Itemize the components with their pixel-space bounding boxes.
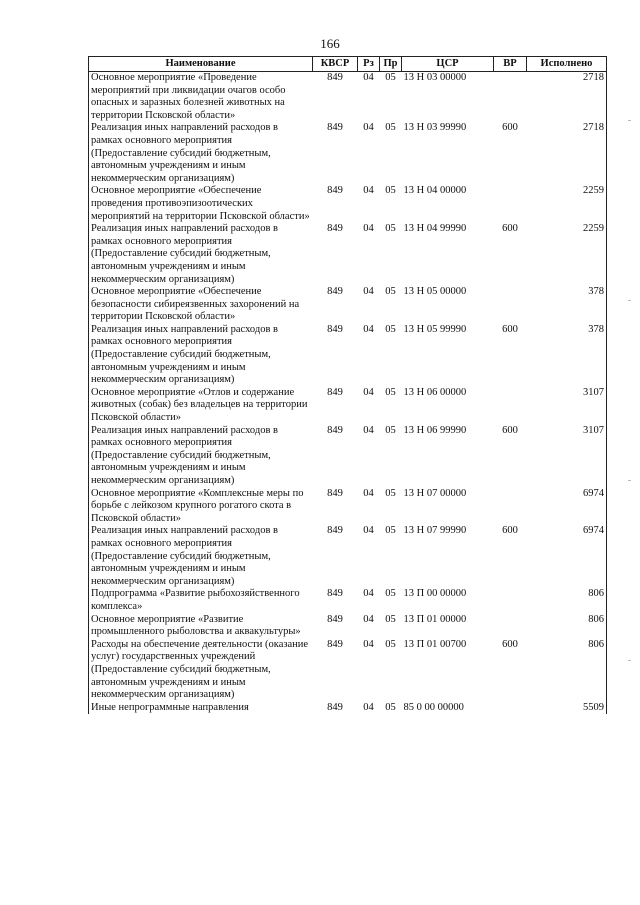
cell-pr: 05 xyxy=(385,613,396,625)
cell-name: Расходы на обеспечение деятельности (оказание услуг) государственных учреждений (Предоставление субсидий бюджетным, автономным учреждениям и иным некоммерческим организациям) xyxy=(89,639,313,702)
cell-pr: 05 xyxy=(385,638,396,650)
cell-done: 2259 xyxy=(527,223,607,286)
cell-name: Основное мероприятие «Проведение мероприятий при ликвидации очагов особо опасных и заразных болезней животных на территории Псковской области» xyxy=(89,72,313,123)
table-body xyxy=(89,72,607,715)
cell-kvsr: 849 xyxy=(327,525,343,537)
cell-rz: 04 xyxy=(363,323,374,335)
cell-rz: 04 xyxy=(363,613,374,625)
table-row xyxy=(89,639,607,702)
cell-kvsr: 849 xyxy=(327,588,343,600)
cell-pr: 05 xyxy=(385,323,396,335)
margin-mark xyxy=(628,660,631,661)
header-pr: Пр xyxy=(380,57,402,72)
cell-name: Реализация иных направлений расходов в рамках основного мероприятия (Предоставление субсидий бюджетным, автономным учреждениям и иным некоммерческим организациям) xyxy=(89,122,313,185)
cell-csr: 13 Н 07 99990 xyxy=(403,525,467,537)
cell-kvsr: 849 xyxy=(327,487,343,499)
header-rz: Рз xyxy=(358,57,380,72)
header-row xyxy=(89,57,607,72)
cell-vr: 600 xyxy=(502,525,518,537)
table-header xyxy=(89,57,607,72)
cell-vr: 600 xyxy=(502,424,518,436)
cell-done: 378 xyxy=(527,286,607,324)
page-number: 166 xyxy=(320,36,340,51)
cell-name: Подпрограмма «Развитие рыбохозяйственного комплекса» xyxy=(89,588,313,613)
cell-done: 6974 xyxy=(527,488,607,526)
margin-mark xyxy=(628,120,631,121)
cell-pr: 05 xyxy=(385,223,396,235)
table-row xyxy=(89,185,607,223)
cell-pr: 05 xyxy=(385,122,396,134)
cell-csr: 85 0 00 00000 xyxy=(403,701,464,713)
table-row xyxy=(89,525,607,588)
cell-name: Основное мероприятие «Отлов и содержание животных (собак) без владельцев на территории Псковской области» xyxy=(89,387,313,425)
cell-rz: 04 xyxy=(363,122,374,134)
cell-vr: 600 xyxy=(502,223,518,235)
cell-vr xyxy=(494,387,527,425)
cell-name: Реализация иных направлений расходов в рамках основного мероприятия (Предоставление субсидий бюджетным, автономным учреждениям и иным некоммерческим организациям) xyxy=(89,223,313,286)
cell-vr xyxy=(494,614,527,639)
cell-name: Иные непрограммные направления xyxy=(89,702,313,715)
cell-kvsr: 849 xyxy=(327,286,343,298)
cell-pr: 05 xyxy=(385,701,396,713)
cell-kvsr: 849 xyxy=(327,386,343,398)
cell-done: 2718 xyxy=(527,72,607,123)
cell-done: 3107 xyxy=(527,425,607,488)
cell-csr: 13 П 01 00700 xyxy=(403,638,467,650)
cell-name: Основное мероприятие «Обеспечение безопасности сибиреязвенных захоронений на территории Псковской области» xyxy=(89,286,313,324)
cell-vr: 600 xyxy=(502,122,518,134)
cell-kvsr: 849 xyxy=(327,424,343,436)
table-row xyxy=(89,223,607,286)
table-row xyxy=(89,614,607,639)
table-row xyxy=(89,425,607,488)
cell-pr: 05 xyxy=(385,386,396,398)
cell-kvsr: 849 xyxy=(327,185,343,197)
header-kvsr: КВСР xyxy=(313,57,358,72)
cell-kvsr: 849 xyxy=(327,323,343,335)
cell-pr: 05 xyxy=(385,487,396,499)
cell-rz: 04 xyxy=(363,588,374,600)
header-vr: ВР xyxy=(494,57,527,72)
cell-csr: 13 Н 05 00000 xyxy=(403,286,467,298)
cell-kvsr: 849 xyxy=(327,122,343,134)
header-done: Исполнено xyxy=(527,57,607,72)
cell-rz: 04 xyxy=(363,424,374,436)
cell-name: Основное мероприятие «Обеспечение проведения противоэпизоотических мероприятий на территории Псковской области» xyxy=(89,185,313,223)
header-name: Наименование xyxy=(89,57,313,72)
cell-rz: 04 xyxy=(363,223,374,235)
cell-csr: 13 Н 03 00000 xyxy=(403,72,467,83)
cell-rz: 04 xyxy=(363,638,374,650)
cell-csr: 13 Н 05 99990 xyxy=(403,323,467,335)
table-row xyxy=(89,588,607,613)
cell-done: 806 xyxy=(527,588,607,613)
cell-pr: 05 xyxy=(385,286,396,298)
margin-mark xyxy=(628,480,631,481)
cell-done: 806 xyxy=(527,614,607,639)
cell-done: 3107 xyxy=(527,387,607,425)
table-row xyxy=(89,488,607,526)
cell-done: 378 xyxy=(527,324,607,387)
cell-csr: 13 Н 04 00000 xyxy=(403,185,467,197)
cell-csr: 13 Н 03 99990 xyxy=(403,122,467,134)
table-row xyxy=(89,702,607,715)
cell-kvsr: 849 xyxy=(327,701,343,713)
cell-vr xyxy=(494,588,527,613)
cell-name: Реализация иных направлений расходов в рамках основного мероприятия (Предоставление субсидий бюджетным, автономным учреждениям и иным некоммерческим организациям) xyxy=(89,525,313,588)
cell-rz: 04 xyxy=(363,386,374,398)
cell-csr: 13 Н 06 99990 xyxy=(403,424,467,436)
cell-csr: 13 П 01 00000 xyxy=(403,613,467,625)
cell-vr xyxy=(494,72,527,123)
cell-done: 2259 xyxy=(527,185,607,223)
cell-done: 806 xyxy=(527,639,607,702)
cell-done: 6974 xyxy=(527,525,607,588)
cell-csr: 13 Н 04 99990 xyxy=(403,223,467,235)
cell-pr: 05 xyxy=(385,185,396,197)
table-row xyxy=(89,387,607,425)
cell-kvsr: 849 xyxy=(327,223,343,235)
cell-csr: 13 П 00 00000 xyxy=(403,588,467,600)
cell-kvsr: 849 xyxy=(327,72,343,83)
cell-rz: 04 xyxy=(363,487,374,499)
cell-kvsr: 849 xyxy=(327,638,343,650)
table-row xyxy=(89,324,607,387)
table-row xyxy=(89,122,607,185)
cell-pr: 05 xyxy=(385,424,396,436)
table-row xyxy=(89,72,607,123)
cell-pr: 05 xyxy=(385,588,396,600)
cell-vr xyxy=(494,488,527,526)
cell-name: Реализация иных направлений расходов в рамках основного мероприятия (Предоставление субсидий бюджетным, автономным учреждениям и иным некоммерческим организациям) xyxy=(89,425,313,488)
cell-kvsr: 849 xyxy=(327,613,343,625)
cell-rz: 04 xyxy=(363,72,374,83)
cell-vr xyxy=(494,185,527,223)
cell-rz: 04 xyxy=(363,525,374,537)
table-row xyxy=(89,286,607,324)
cell-rz: 04 xyxy=(363,701,374,713)
cell-name: Основное мероприятие «Комплексные меры по борьбе с лейкозом крупного рогатого скота в Псковской области» xyxy=(89,488,313,526)
cell-rz: 04 xyxy=(363,185,374,197)
cell-name: Основное мероприятие «Развитие промышленного рыболовства и аквакультуры» xyxy=(89,614,313,639)
cell-pr: 05 xyxy=(385,72,396,83)
cell-done: 2718 xyxy=(527,122,607,185)
cell-vr: 600 xyxy=(502,638,518,650)
budget-table xyxy=(88,56,607,714)
cell-name: Реализация иных направлений расходов в рамках основного мероприятия (Предоставление субсидий бюджетным, автономным учреждениям и иным некоммерческим организациям) xyxy=(89,324,313,387)
cell-csr: 13 Н 07 00000 xyxy=(403,487,467,499)
cell-pr: 05 xyxy=(385,525,396,537)
cell-done: 5509 xyxy=(527,702,607,715)
cell-vr: 600 xyxy=(502,323,518,335)
cell-rz: 04 xyxy=(363,286,374,298)
cell-csr: 13 Н 06 00000 xyxy=(403,386,467,398)
margin-mark xyxy=(628,300,631,301)
cell-vr xyxy=(494,702,527,715)
header-csr: ЦСР xyxy=(402,57,494,72)
cell-vr xyxy=(494,286,527,324)
